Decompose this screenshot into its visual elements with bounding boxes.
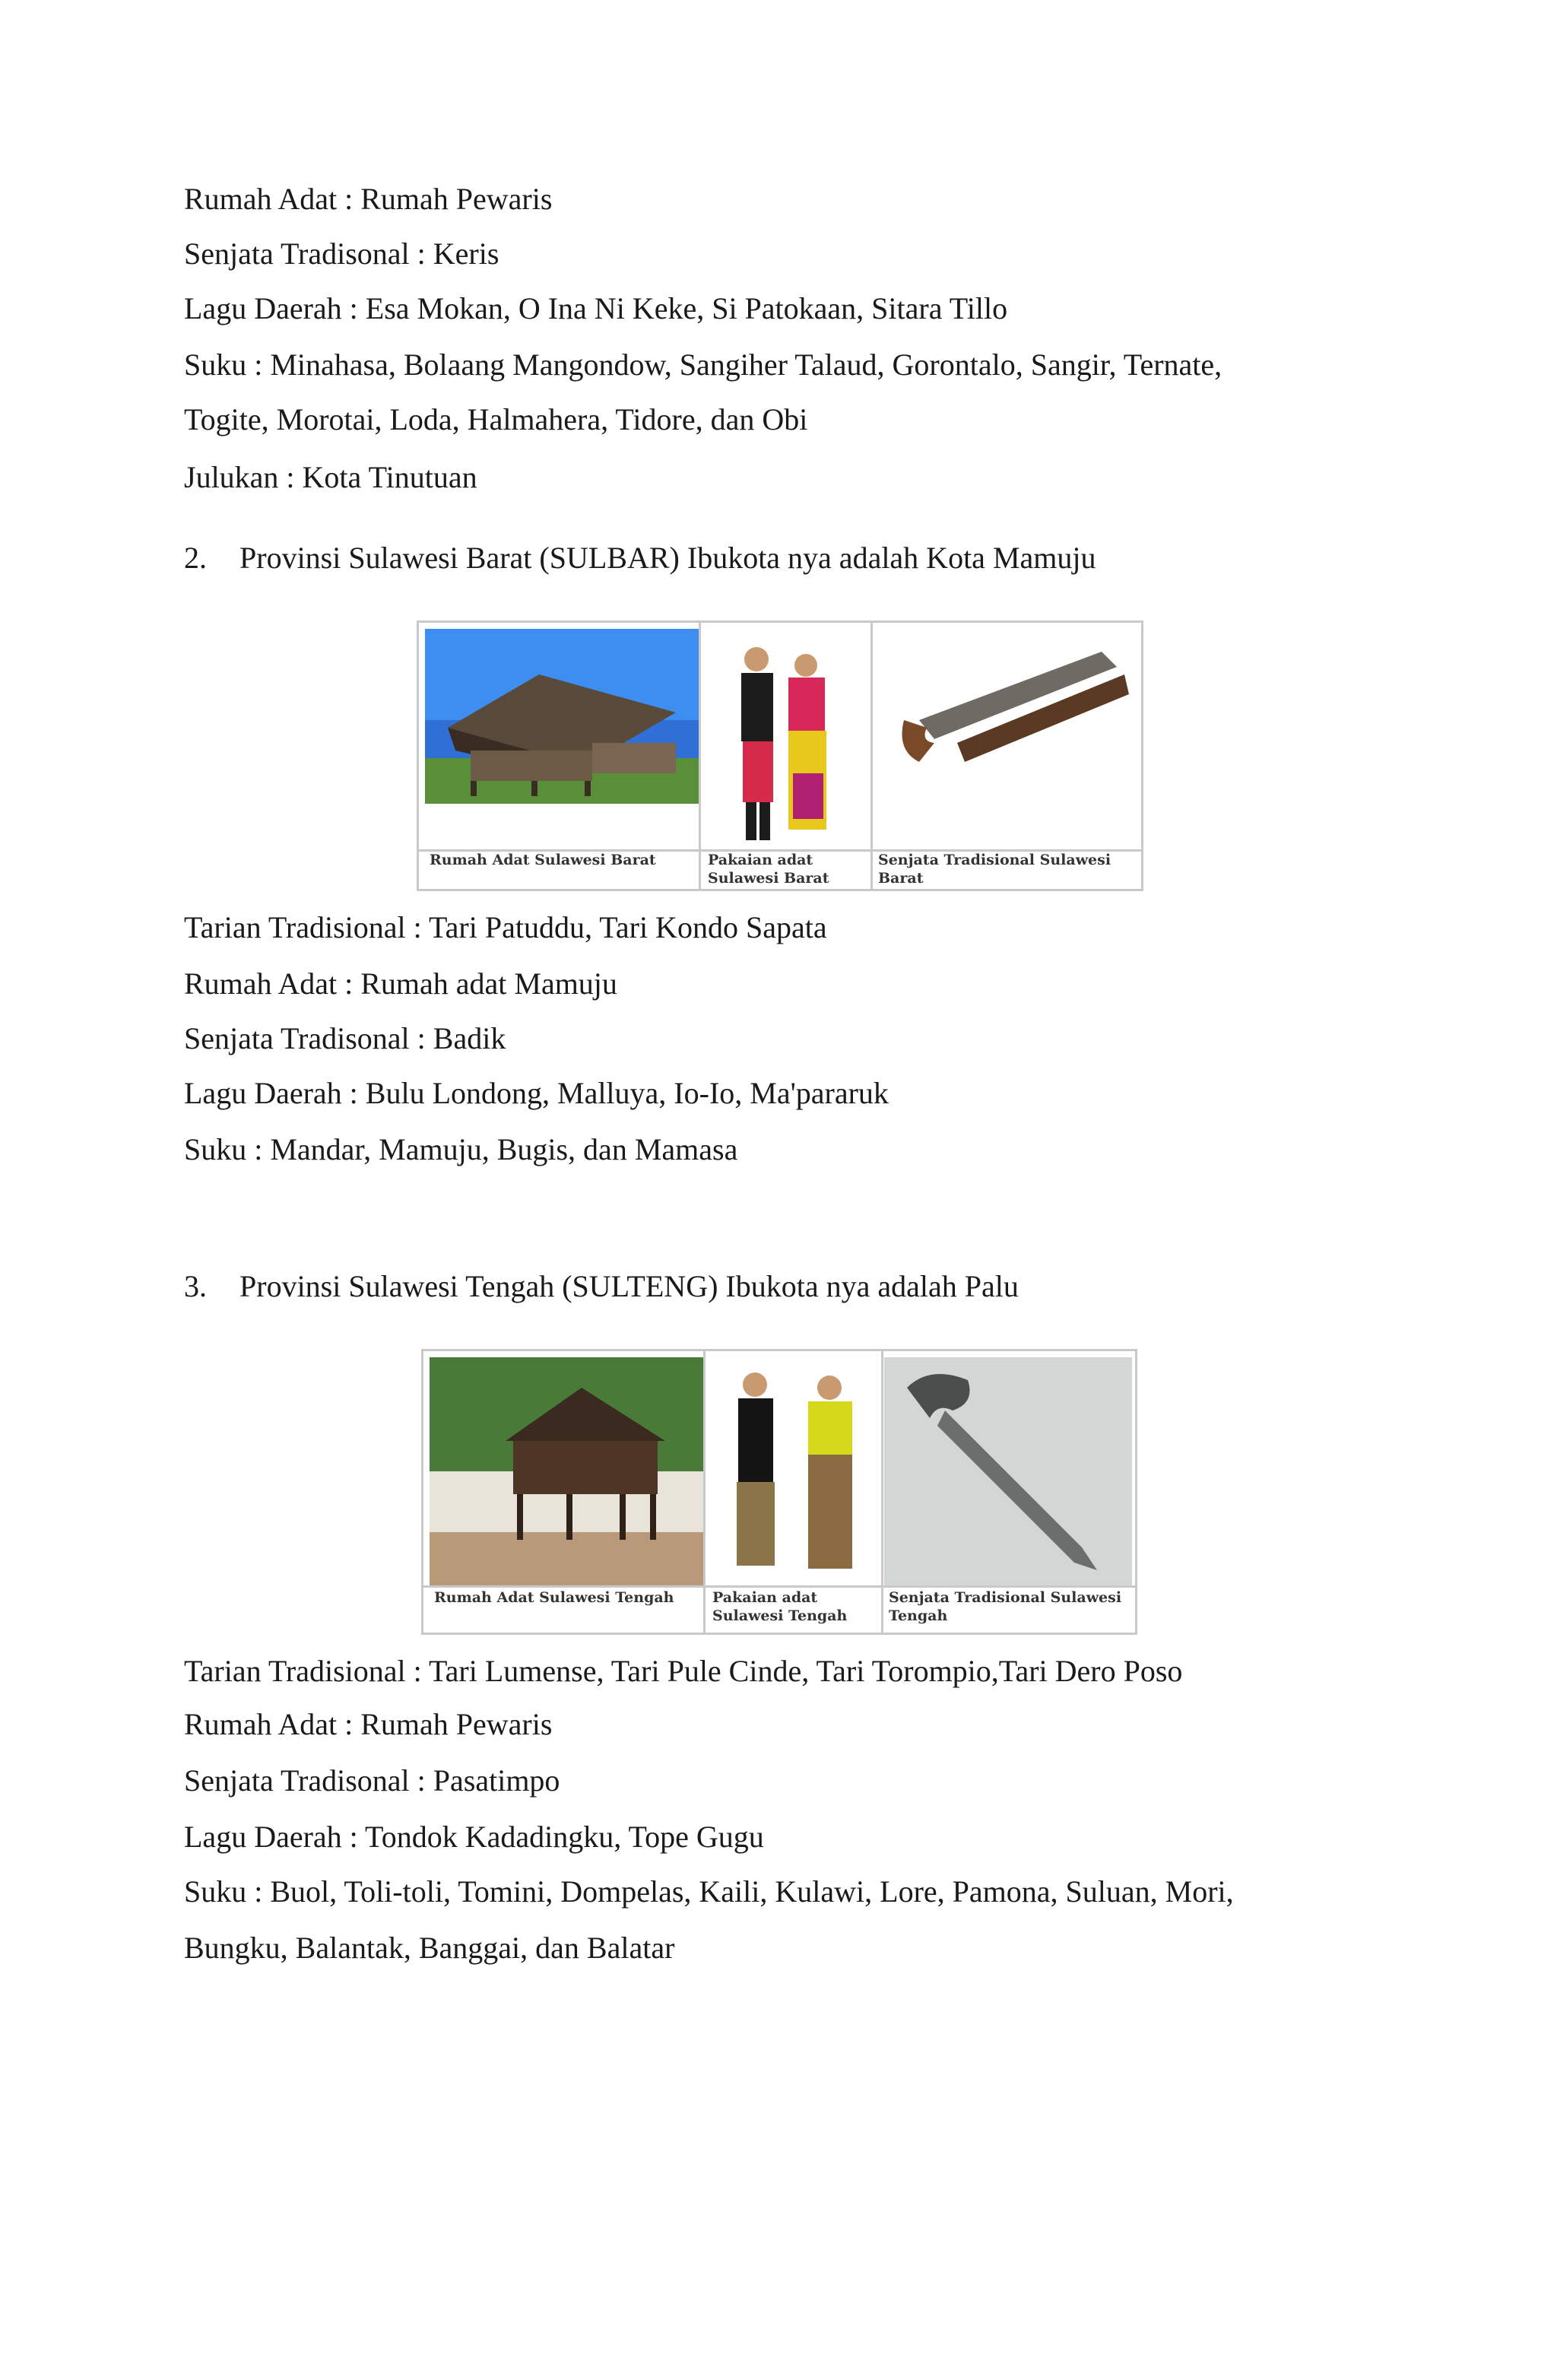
traditional-weapon-image bbox=[884, 1357, 1132, 1585]
traditional-house-image bbox=[430, 1357, 703, 1585]
section-number: 2. bbox=[184, 541, 207, 575]
figure-caption: Pakaian adat Sulawesi Tengah bbox=[712, 1589, 848, 1624]
text-line: Suku : Buol, Toli-toli, Tomini, Dompelas, Kaili, Kulawi, Lore, Pamona, Suluan, Mori, bbox=[184, 1874, 1234, 1909]
text-line: Lagu Daerah : Tondok Kadadingku, Tope Gugu bbox=[184, 1820, 764, 1854]
text-line: Bungku, Balantak, Banggai, dan Balatar bbox=[184, 1931, 675, 1965]
text-line: Rumah Adat : Rumah Pewaris bbox=[184, 1707, 553, 1741]
section-heading: Provinsi Sulawesi Tengah (SULTENG) Ibukota nya adalah Palu bbox=[239, 1269, 1019, 1303]
section-heading: Provinsi Sulawesi Barat (SULBAR) Ibukota nya adalah Kota Mamuju bbox=[239, 541, 1096, 575]
text-line: Lagu Daerah : Bulu Londong, Malluya, Io-Io, Ma'pararuk bbox=[184, 1076, 889, 1110]
text-line: Senjata Tradisonal : Badik bbox=[184, 1021, 506, 1055]
text-line: Togite, Morotai, Loda, Halmahera, Tidore, dan Obi bbox=[184, 402, 808, 436]
traditional-costume-image bbox=[703, 629, 869, 849]
figure-caption: Pakaian adat Sulawesi Barat bbox=[708, 852, 829, 887]
text-line: Tarian Tradisional : Tari Lumense, Tari Pule Cinde, Tari Torompio,Tari Dero Poso bbox=[184, 1654, 1183, 1688]
figure-caption: Rumah Adat Sulawesi Barat bbox=[430, 852, 656, 868]
text-line: Suku : Mandar, Mamuju, Bugis, dan Mamasa bbox=[184, 1132, 738, 1166]
text-line: Lagu Daerah : Esa Mokan, O Ina Ni Keke, Si Patokaan, Sitara Tillo bbox=[184, 291, 1008, 325]
text-line: Tarian Tradisional : Tari Patuddu, Tari Kondo Sapata bbox=[184, 910, 827, 944]
text-line: Julukan : Kota Tinutuan bbox=[184, 460, 477, 494]
text-line: Senjata Tradisonal : Pasatimpo bbox=[184, 1763, 560, 1798]
traditional-house-image bbox=[425, 629, 699, 804]
figure-caption: Senjata Tradisional Sulawesi Barat bbox=[878, 852, 1111, 887]
figure-caption: Senjata Tradisional Sulawesi Tengah bbox=[889, 1589, 1122, 1624]
text-line: Rumah Adat : Rumah adat Mamuju bbox=[184, 966, 617, 1001]
traditional-costume-image bbox=[708, 1357, 880, 1585]
text-line: Rumah Adat : Rumah Pewaris bbox=[184, 182, 553, 216]
text-line: Suku : Minahasa, Bolaang Mangondow, Sangiher Talaud, Gorontalo, Sangir, Ternate, bbox=[184, 347, 1222, 382]
sulteng-figure bbox=[421, 1349, 1137, 1635]
traditional-weapon-image bbox=[874, 629, 1135, 789]
section-number: 3. bbox=[184, 1269, 207, 1303]
sulbar-figure bbox=[417, 620, 1143, 891]
text-line: Senjata Tradisonal : Keris bbox=[184, 236, 499, 271]
figure-caption: Rumah Adat Sulawesi Tengah bbox=[434, 1589, 674, 1606]
